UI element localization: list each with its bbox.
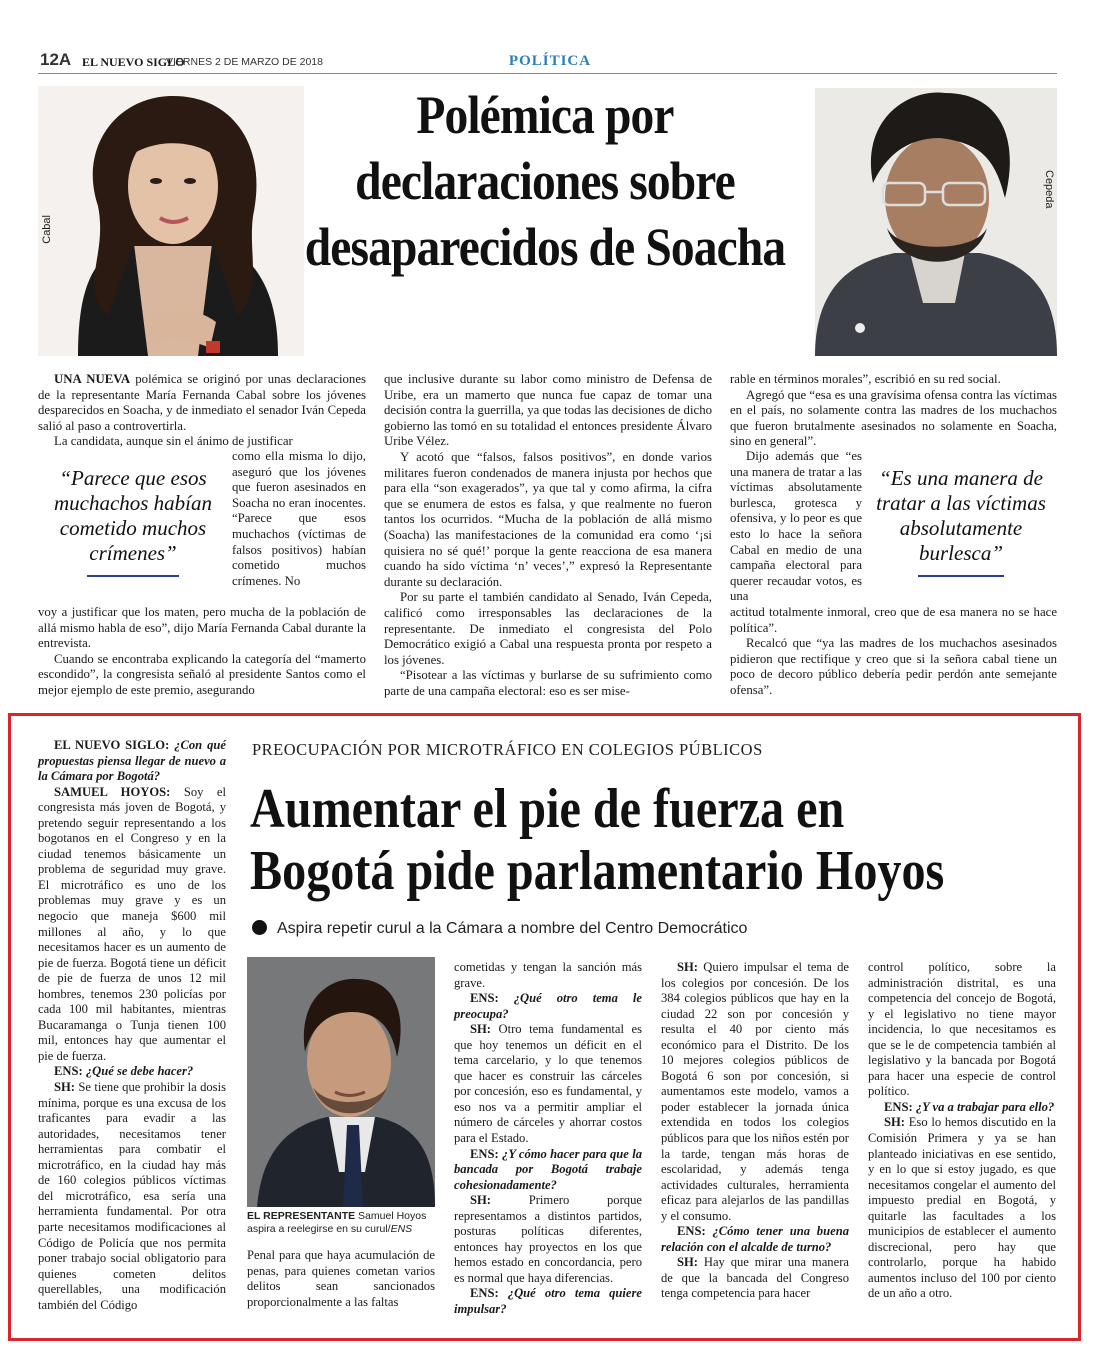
question: ¿Y va a trabajar para ello? — [915, 1099, 1055, 1114]
photo-hoyos-caption — [247, 1210, 447, 1236]
caption-lead: EL REPRESENTANTE — [247, 1210, 356, 1222]
question: ¿Qué otro tema quiere impulsar? — [454, 1286, 642, 1317]
story1-col2-p3: Por su parte el también candidato al Senado, Iván Cepeda, calificó como irresponsables las declaraciones de la representante. De inmediato el congresista del Polo Democrático exigió a Cabal una respuesta pronta por respeto a los jóvenes. — [384, 590, 712, 667]
story1-col3 — [730, 372, 1057, 450]
story1-headline — [277, 82, 814, 280]
story1-col3-narrow — [730, 449, 862, 605]
pull-quote-left-rule — [87, 575, 179, 577]
question: ¿Qué se debe hacer? — [85, 1064, 194, 1079]
story1-col1-p2b: como ella misma lo dijo, aseguró que los jóvenes que fueron asesinados en Soacha no eran inocentes. “Parece que esos muchachos (víctimas de falsos positivos) habían cometido muchos crímenes. No — [232, 449, 366, 588]
speaker-label: ENS: — [677, 1224, 713, 1239]
story1-col3-bottom — [730, 605, 1057, 699]
story1-headline-line3: desaparecidos de Soacha — [304, 217, 786, 277]
answer: Soy el congresista más joven de Bogotá, y pretendo seguir representando a los bogotanos en el Congreso y en la ciudad tenemos básicamente un problema de seguridad muy grave. El microtráfico es uno de los problemas muy grave y es un negocio que maneja $600 mil millones al año, y lo que necesitamos hacer es un aumento de pie de fuerza. Bogotá tiene un déficit de pie de fuerza de unos 12 mil hombres, tenemos 230 policías por cada 100 mil habitantes, mientras Bucaramanga o Tunja tienen 100 mil, entonces hay que aumentar el pie de fuerza. — [38, 784, 226, 1063]
header-rule — [38, 73, 1057, 74]
answer: Hay que mirar una manera de que la bancada del Congreso tenga competencia para hacer — [661, 1255, 849, 1301]
question: ¿Cómo tener una buena relación con el alcalde de turno? — [661, 1224, 849, 1254]
story2-headline-line1: Aumentar el pie de fuerza en — [250, 778, 845, 840]
story1-col1-p1: polémica se originó por unas declaraciones de la representante María Fernanda Cabal sobre los jóvenes desparecidos en Soacha, y de inmediato el senador Iván Cepeda salió al paso a controvertirla. — [38, 372, 366, 433]
speaker-label: SH: — [884, 1115, 909, 1130]
story1-col3-p1: rable en términos morales”, escribió en su red social. — [730, 372, 1001, 386]
story1-col1 — [38, 372, 366, 450]
story1-col2-p4: “Pisotear a las víctimas y burlarse de su sufrimiento como parte de una campaña electoral: eso es ser mise- — [384, 668, 712, 698]
story2-subheadline — [252, 920, 747, 938]
photo-cabal — [38, 86, 304, 356]
story1-lead-in: UNA NUEVA — [54, 372, 131, 386]
answer: Eso lo hemos discutido en la Comisión Primera y ya se han planteado iniciativas en ese sentido, y en lo que si estoy jugado, es que necesitamos congelar el aumento del impuesto predial en Bogotá, y quitarle las facultades a los municipios de establecer el aumento discrecional, pero hay que controlarlo, porque ha habido aumentos incluso del 100 por ciento de un año a otro. — [868, 1115, 1056, 1301]
speaker-label: SH: — [54, 1080, 79, 1095]
question: ¿Con qué propuestas piensa llegar de nuevo a la Cámara por Bogotá? — [38, 738, 226, 784]
photo-cepeda — [815, 88, 1057, 356]
answer: Otro tema fundamental es que hoy tenemos un déficit en el tema carcelario, y lo que tenemos que hacer es construir las cárceles por concesión, eso es fundamental, y eso nos va a permitir ampliar el número de cárceles y ahorrar costos para el Estado. — [454, 1022, 642, 1146]
photo-cepeda-caption: Cepeda — [1043, 170, 1055, 209]
story1-col2-p1: que inclusive durante su labor como ministro de Defensa de Uribe, era un mamerto que nunca fue capaz de tomar una decisión contra la guerrilla, ya que todas las decisiones de dicho gobierno las tomó en su totalidad el entonces presidente Álvaro Uribe Vélez. — [384, 372, 712, 449]
story1-col1-p2a: La candidata, aunque sin el ánimo de justificar — [54, 434, 293, 449]
story2-colB-text: Penal para que haya acumulación de penas, para quienes cometan varios delitos sean sancionados proporcionalmente a las faltas — [247, 1248, 435, 1309]
question: ¿Qué otro tema le preocupa? — [454, 991, 643, 1021]
caption-text: Samuel Hoyos aspira a reelegirse en su curul/ — [247, 1210, 427, 1235]
story2-colD — [661, 960, 849, 1302]
answer: control político, sobre la administración distrital, es una competencia del concejo de Bogotá, y el legislativo no tiene mayor incidencia, lo que necesitamos es que se le de competencia también al legislativo y la bancada por Bogotá para hacer una especie de control político. — [868, 960, 1056, 1099]
photo-hoyos — [247, 957, 435, 1207]
story2-kicker: PREOCUPACIÓN POR MICROTRÁFICO EN COLEGIOS PÚBLICOS — [252, 740, 763, 759]
question: ¿Y cómo hacer para que la bancada por Bogotá trabaje cohesionadamente? — [454, 1146, 642, 1192]
story1-col3-p4: Recalcó que “ya las madres de los muchachos asesinados pidieron que rectifique y creo que si la señora cabal tiene un poco de decoro público debería pedir perdón ante semejante ofensa”. — [730, 636, 1057, 697]
story2-headline-line2: Bogotá pide parlamentario Hoyos — [250, 840, 945, 902]
speaker-label: SAMUEL HOYOS: — [54, 784, 184, 799]
speaker-label: SH: — [470, 1022, 499, 1037]
answer: Se tiene que prohibir la dosis mínima, porque es una excusa de los traficantes para evadir a las autoridades, necesitamos tener herramientas para combatir el microtráfico, en la ciudad hay más de 160 colegios públicos víctimas del microtráfico, esa sería una herramienta fundamental. Por otra parte necesitamos modificaciones al Código de Policía que nos permita poner trabajo social obligatorio para quienes cometen delitos querellables, una modificación también del Código — [38, 1080, 226, 1312]
speaker-label: ENS: — [470, 1146, 503, 1161]
answer: Primero porque representamos a distintos partidos, posturas políticas diferentes, entonces hay proyectos en los que hemos estado en concordancia, pero es normal que haya diferencias. — [454, 1193, 642, 1285]
section-label: POLÍTICA — [508, 53, 592, 69]
story1-col3-p2: Agregó que “esa es una gravísima ofensa contra las víctimas en el país, no solamente contra las madres de los muchachos que fueron brutalmente asesinados no solamente en Soacha, sino en general”. — [730, 387, 1057, 449]
answer: Quiero impulsar el tema de los colegios por concesión. De los 384 colegios públicos que hay en la ciudad 22 son por concesión y resulta el 40 por ciento más económico para el Distrito. De los 10 mejores colegios públicos de Bogotá 6 son por concesión, si aumentamos este modelo, vamos a poder establecer la jornada única extendida en todos los colegios públicos para que los niños estén por la tarde, tengan más horas de escolaridad, y además tenga actividades culturales, herramienta eficaz para alejarlos de las pandillas y el consumo. — [661, 960, 849, 1223]
issue-date: VIERNES 2 DE MARZO DE 2018 — [166, 56, 323, 68]
story1-col1-bottom — [38, 605, 366, 699]
story2-colC — [454, 960, 642, 1318]
speaker-label: SH: — [677, 960, 704, 974]
speaker-label: ENS: — [470, 991, 514, 1006]
story1-col2-p2: Y acotó que “falsos, falsos positivos”, en donde varios militares fueron condenados de manera injusta por hechos que para ella “son exagerados”, ya que tal y como afirma, la cifra que se enumera de estos es falsa, y que realmente no fueron tantos los ocurridos. “Mucha de la población de allá mismo (Soacha) las manifestaciones de la comunidad era como ‘¡si quisiera no sé qué!’ porque la gente reacciona de esa manera cuando ha sido víctima ‘n’ veces’,” expresó la Representante durante su declaración. — [384, 449, 712, 589]
speaker-label: ENS: — [54, 1064, 86, 1079]
story1-col3-p3a: Dijo además que “es una manera de tratar a las víctimas absolutamente burlesca, grotesca y ofensiva, y lo peor es que esto lo hace la señora Cabal en medio de una campaña electoral para querer recaudar votos, es una — [730, 449, 862, 604]
story2-subheadline-text: Aspira repetir curul a la Cámara a nombre del Centro Democrático — [277, 920, 748, 937]
story1-headline-line2: declaraciones sobre — [355, 151, 735, 211]
answer: cometidas y tengan la sanción más grave. — [454, 960, 642, 990]
photo-credit: ENS — [390, 1223, 413, 1235]
page-number: 12A — [40, 50, 72, 69]
story2-colE — [868, 960, 1056, 1302]
story1-pull-quote-left: “Parece que esos muchachos habían cometido muchos crímenes” — [53, 466, 213, 565]
story1-col1-p2c: voy a justificar que los maten, pero mucha de la población de allá mismo habla de eso”, dijo María Fernanda Cabal durante la entrevista. — [38, 605, 366, 651]
speaker-label: EL NUEVO SIGLO: — [54, 738, 175, 752]
story2-colA — [38, 738, 226, 1313]
story2-colB — [247, 1248, 435, 1310]
speaker-label: ENS: — [884, 1099, 916, 1114]
story1-col1-p3: Cuando se encontraba explicando la categoría del “mamerto escondido”, la congresista señaló al presidente Santos como el mejor ejemplo de este premio, asegurando — [38, 651, 366, 697]
story1-col1-narrow — [232, 449, 366, 589]
bullet-icon — [252, 920, 267, 935]
speaker-label: SH: — [470, 1193, 529, 1208]
story2-headline — [250, 778, 972, 902]
pull-quote-right-rule — [918, 575, 1004, 577]
photo-cabal-caption: Cabal — [41, 215, 53, 244]
story1-col2 — [384, 372, 712, 699]
speaker-label: SH: — [677, 1255, 704, 1270]
newspaper-name: EL NUEVO SIGLO — [82, 55, 185, 69]
story1-headline-line1: Polémica por — [416, 85, 674, 145]
story1-col3-p3b: actitud totalmente inmoral, creo que de esa manera no se hace política”. — [730, 605, 1057, 635]
speaker-label: ENS: — [470, 1286, 508, 1301]
story1-pull-quote-right: “Es una manera de tratar a las víctimas absolutamente burlesca” — [876, 466, 1046, 565]
